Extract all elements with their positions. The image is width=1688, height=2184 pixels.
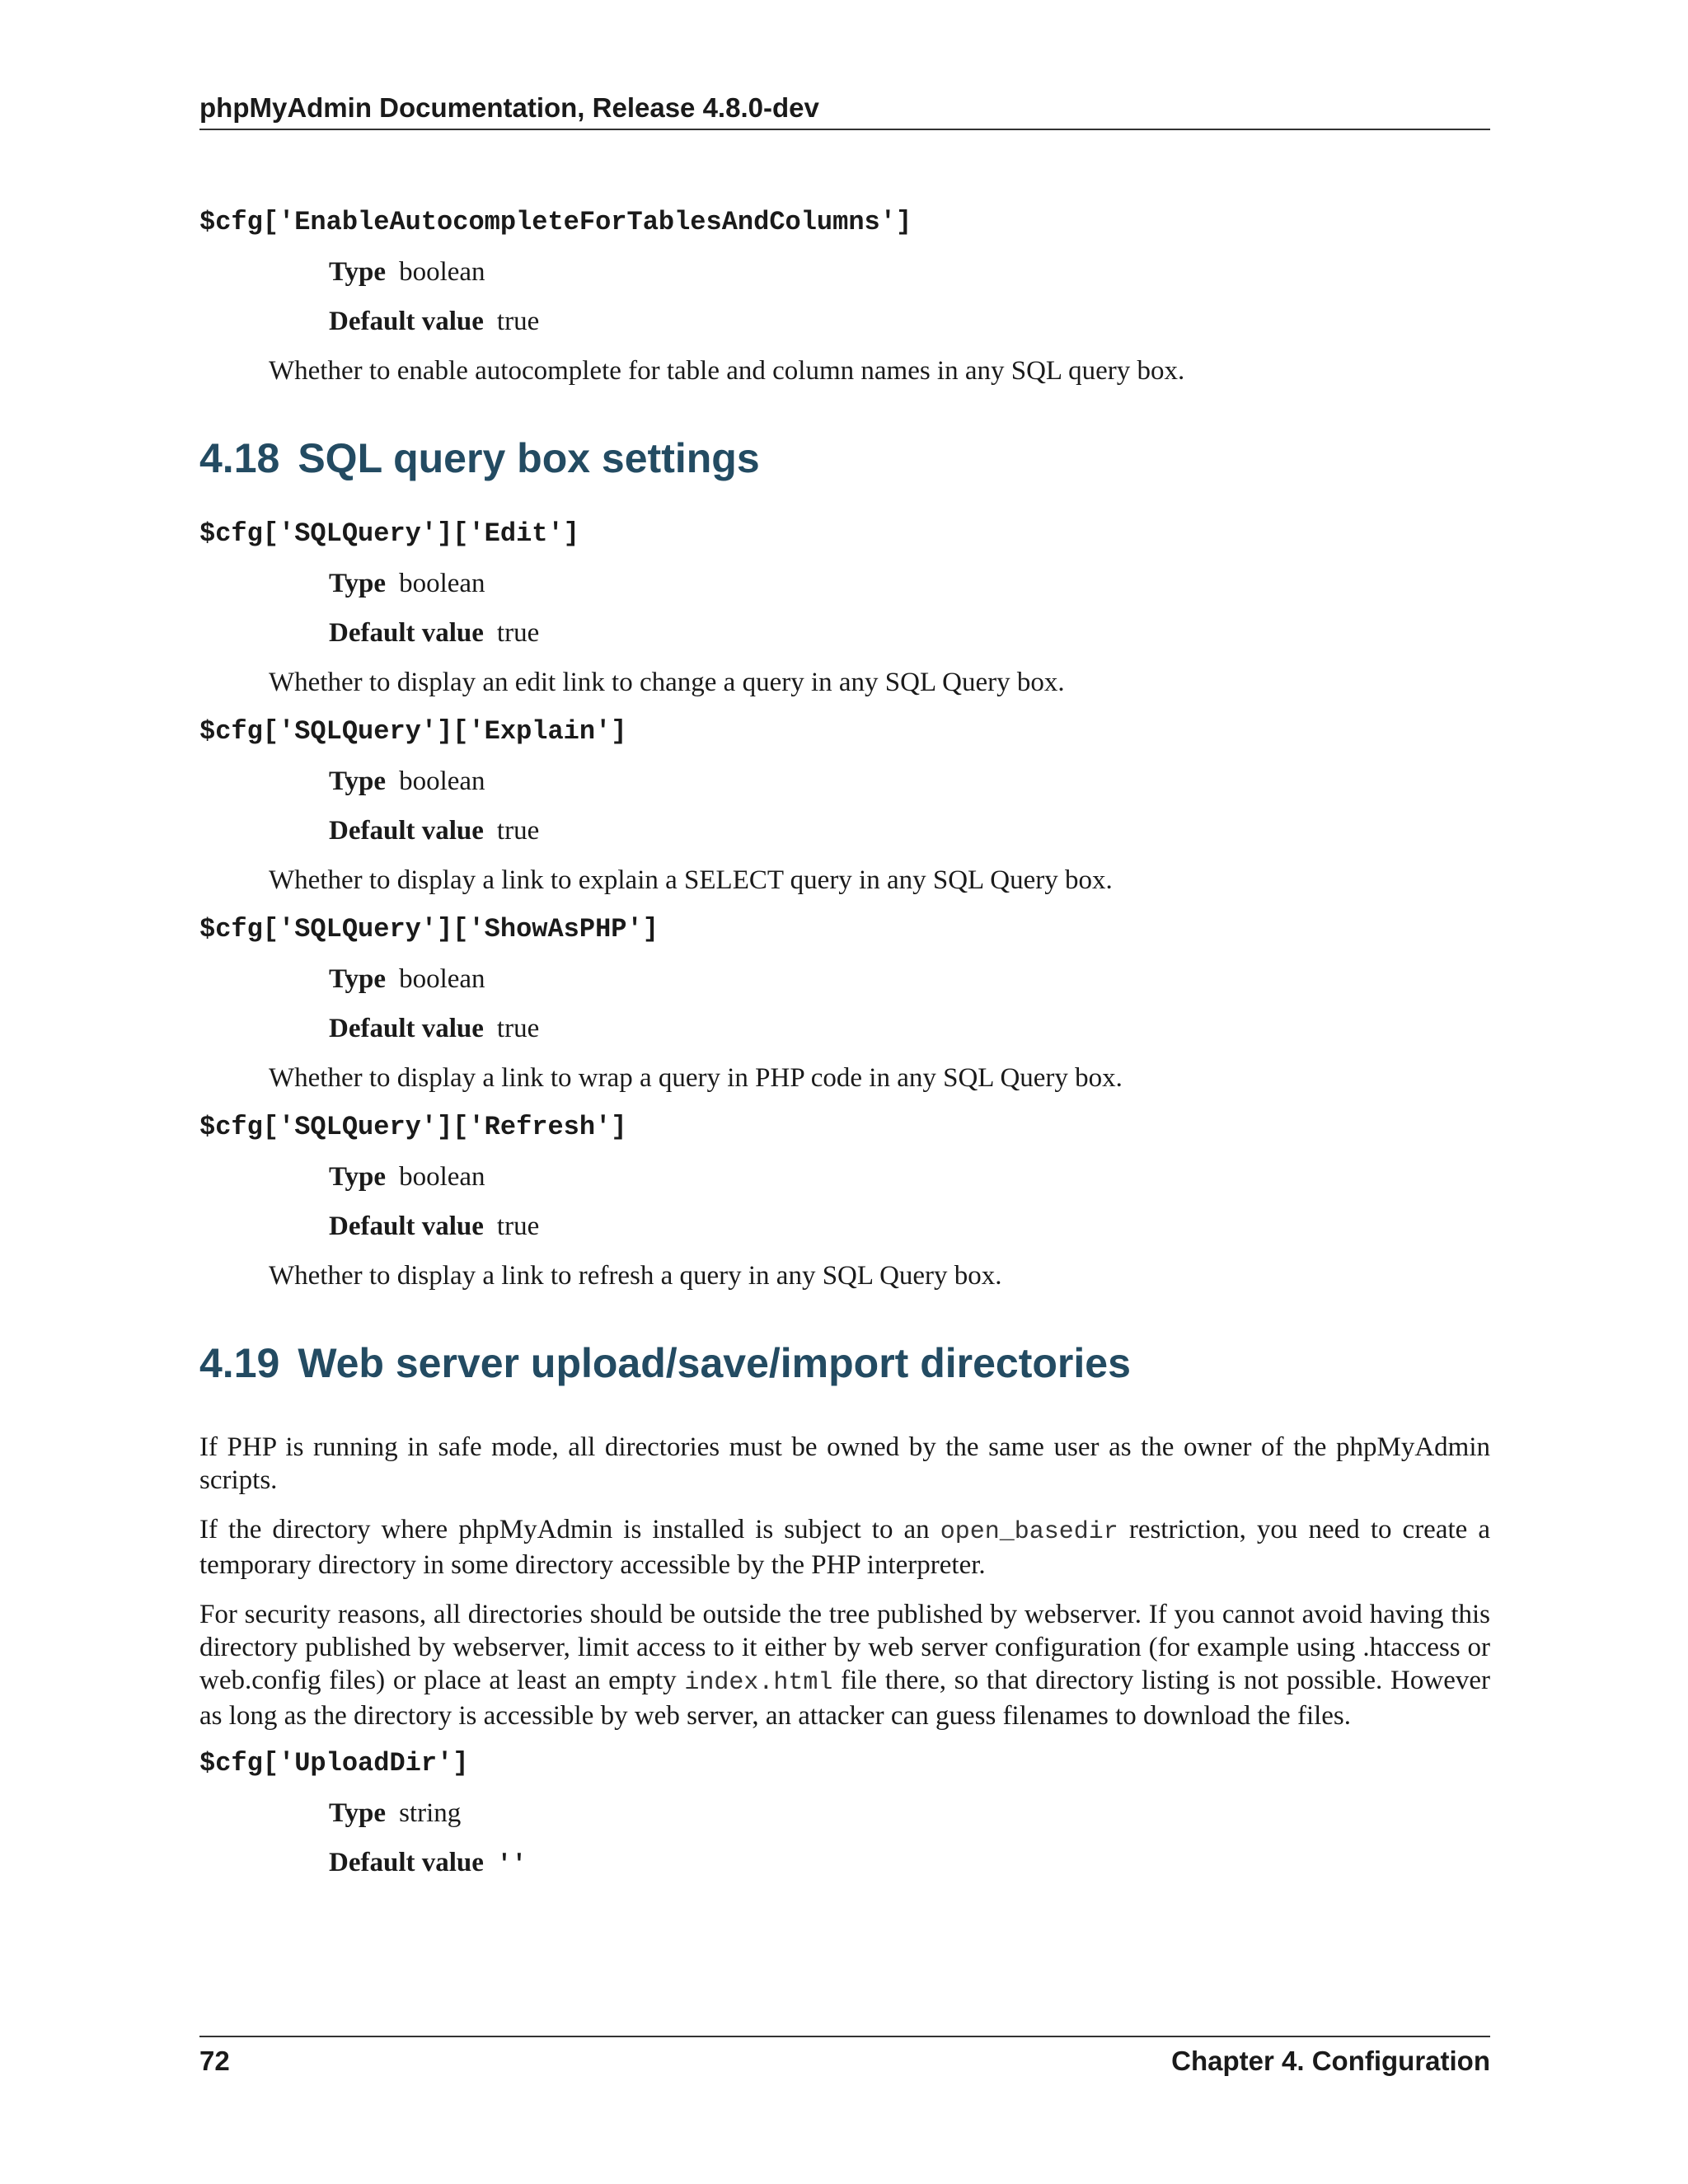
config-signature[interactable]: $cfg['SQLQuery']['ShowAsPHP'] — [199, 914, 659, 944]
config-entry-enable-autocomplete — [199, 198, 1490, 396]
running-header — [199, 92, 1490, 130]
paragraph-open-basedir: If the directory where phpMyAdmin is installed is subject to an open_basedir restriction, you need to create a temporary directory in some directory accessible by the PHP interpreter. — [199, 1515, 1490, 1580]
config-signature[interactable]: $cfg['SQLQuery']['Edit'] — [199, 518, 579, 549]
paragraph-safe-mode: If PHP is running in safe mode, all directories must be owned by the same user as the owner of the phpMyAdmin scripts. — [199, 1432, 1490, 1495]
chapter-title: Chapter 4. Configuration — [1171, 2046, 1490, 2076]
default-field: Default value true — [329, 618, 540, 648]
type-field: Type boolean — [329, 964, 485, 994]
paragraph-security: For security reasons, all directories should be outside the tree published by webserver. If you cannot avoid having this directory published by webserver, limit access to it either by web server configuration (for example using .htaccess or web.config files) or place at least an empty index.html file there, so that directory listing is not possible. However as long as the directory is accessible by web server, an attacker can guess filenames to download the files. — [199, 1600, 1490, 1731]
section-heading-4-18: 4.18 SQL query box settings — [199, 435, 760, 481]
config-description: Whether to display a link to wrap a query in PHP code in any SQL Query box. — [269, 1063, 1123, 1093]
config-description: Whether to display a link to explain a SELECT query in any SQL Query box. — [269, 865, 1113, 895]
section-heading-4-19: 4.19 Web server upload/save/import directories — [199, 1340, 1131, 1386]
inline-code-index-html: index.html — [684, 1669, 833, 1697]
config-entry-sqlquery-explain — [199, 707, 1490, 905]
config-description: Whether to display an edit link to change a query in any SQL Query box. — [269, 668, 1065, 697]
default-field: Default value '' — [329, 1848, 527, 1879]
type-field: Type boolean — [329, 766, 485, 796]
config-signature[interactable]: $cfg['EnableAutocompleteForTablesAndColumns'] — [199, 207, 912, 237]
default-field: Default value true — [329, 307, 540, 336]
config-description: Whether to display a link to refresh a query in any SQL Query box. — [269, 1261, 1002, 1291]
inline-code-open-basedir: open_basedir — [940, 1518, 1118, 1546]
type-field: Type string — [329, 1798, 462, 1828]
config-signature[interactable]: $cfg['SQLQuery']['Refresh'] — [199, 1112, 627, 1142]
type-field: Type boolean — [329, 1162, 485, 1192]
config-signature[interactable]: $cfg['SQLQuery']['Explain'] — [199, 716, 627, 747]
page-content — [199, 198, 1490, 1887]
default-field: Default value true — [329, 1014, 540, 1043]
config-description: Whether to enable autocomplete for table and column names in any SQL query box. — [269, 356, 1185, 386]
config-entry-uploaddir — [199, 1739, 1490, 1887]
config-signature[interactable]: $cfg['UploadDir'] — [199, 1748, 469, 1779]
default-field: Default value true — [329, 816, 540, 846]
default-field: Default value true — [329, 1212, 540, 1241]
config-entry-sqlquery-showasphp — [199, 905, 1490, 1103]
type-field: Type boolean — [329, 257, 485, 287]
document-title: phpMyAdmin Documentation, Release 4.8.0-dev — [199, 92, 819, 123]
page-number: 72 — [199, 2046, 230, 2076]
config-entry-sqlquery-refresh — [199, 1103, 1490, 1301]
config-entry-sqlquery-edit — [199, 509, 1490, 707]
type-field: Type boolean — [329, 569, 485, 598]
running-footer — [199, 2036, 1490, 2077]
